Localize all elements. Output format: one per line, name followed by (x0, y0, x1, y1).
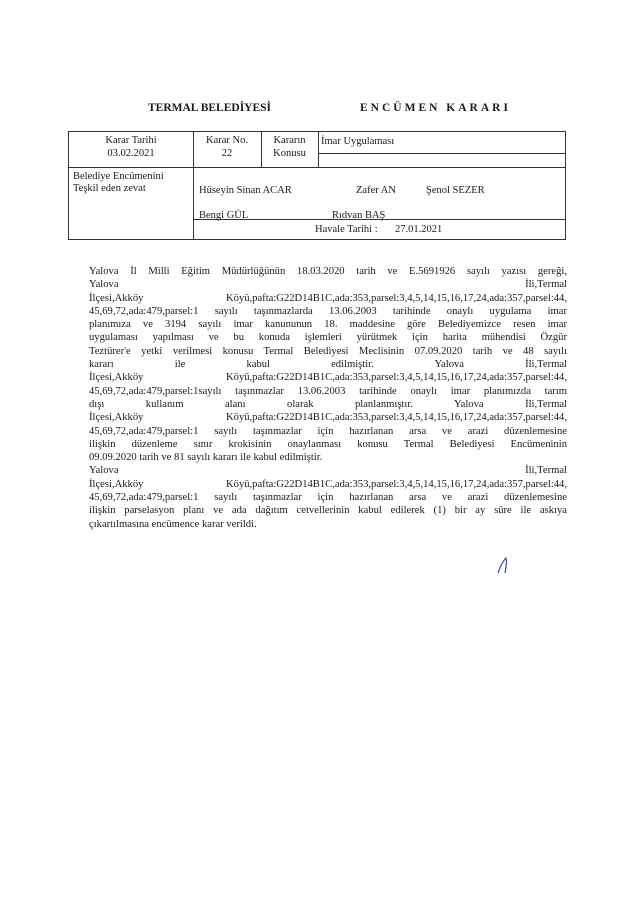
karar-no-value: 22 (221, 148, 233, 159)
body-line: İlçesi,Akköy Köyü,pafta:G22D14B1C,ada:353,parsel:3,4,5,14,15,16,17,24,ada:357,parsel:44, (89, 372, 567, 384)
decision-body (89, 265, 567, 531)
signature-mark (494, 556, 514, 576)
konusu-label: Konusu (273, 148, 306, 159)
body-line: ilişkin parselasyon planı ve ada dağıtım cetvellerinin kabul edilerek (1) bir ay süre ile askıya (89, 505, 567, 517)
body-line: Yalova İli,Termal (89, 465, 567, 477)
member-name: Zafer AN (356, 185, 396, 196)
member-name: Şenol SEZER (426, 185, 485, 196)
body-line: 45,69,72,ada:479,parsel:1 sayılı taşınmazlar için hazırlanan arsa ve arazi düzenlemesine (89, 425, 567, 437)
karar-tarihi-label: Karar Tarihi (105, 135, 157, 146)
encumen-label: Belediye Encümenini (73, 171, 164, 182)
table-divider (69, 167, 565, 168)
member-name: Bengi GÜL (199, 210, 249, 221)
body-line: 45,69,72,ada:479,parsel:1 sayılı taşınmazlar için hazırlanan arsa ve arazi düzenlemesine (89, 492, 567, 504)
table-divider (318, 153, 565, 154)
karar-tarihi-value: 03.02.2021 (107, 148, 155, 159)
body-line: uygulaması yapılması ve bu konuda işlemleri yürütmek için harita mühendisi Özgür (89, 332, 567, 344)
body-line: 45,69,72,ada:479,parsel:1sayılı taşınmazlar 13.06.2003 tarihinde onaylı imar planımızda tarım (89, 385, 567, 397)
body-line: Yalova İl Milli Eğitim Müdürlüğünün 18.03.2020 tarih ve E.5691926 sayılı yazısı gereği, (89, 266, 567, 277)
body-line: planımıza ve 3194 sayılı imar kanununun 18. maddesine göre Belediyemizce resen imar (89, 319, 567, 331)
havale-value: 27.01.2021 (395, 224, 443, 235)
body-line: Yalova İli,Termal (89, 279, 567, 291)
karar-no-label: Karar No. (206, 135, 248, 146)
body-line: İlçesi,Akköy Köyü,pafta:G22D14B1C,ada:353,parsel:3,4,5,14,15,16,17,24,ada:357,parsel:44, (89, 478, 567, 490)
member-name: Hüseyin Sinan ACAR (199, 185, 292, 196)
teskil-label: Teşkil eden zevat (73, 183, 146, 194)
member-name: Rıdvan BAŞ (332, 210, 386, 221)
body-line: dışı kullanım alanı olarak planlanmıştır. Yalova İli,Termal (89, 398, 567, 410)
decision-title: ENCÜMEN KARARI (360, 102, 511, 114)
body-line: kararı ile kabul edilmiştir. Yalova İli,Termal (89, 359, 567, 371)
decision-info-table (68, 131, 566, 240)
body-line: çıkartılmasına encümence karar verildi. (89, 518, 257, 530)
body-line: İlçesi,Akköy Köyü,pafta:G22D14B1C,ada:353,parsel:3,4,5,14,15,16,17,24,ada:357,parsel:44, (89, 292, 567, 304)
body-line: ilişkin düzenleme sınır krokisinin onaylanması konusu Termal Belediyesi Encümeninin (89, 438, 567, 450)
konu-value: İmar Uygulaması (321, 136, 395, 147)
table-divider (318, 132, 319, 167)
municipality-title: TERMAL BELEDİYESİ (148, 102, 272, 114)
body-line: 45,69,72,ada:479,parsel:1 sayılı taşınmazlarda 13.06.2003 tarihinde onaylı uygulama imar (89, 305, 567, 317)
kararin-label: Kararın (273, 135, 306, 146)
body-line: Teztürer'e yetki verilmesi konusu Termal Belediyesi Meclisinin 07.09.2020 tarih ve 48 sayılı (89, 345, 567, 357)
body-line: İlçesi,Akköy Köyü,pafta:G22D14B1C,ada:353,parsel:3,4,5,14,15,16,17,24,ada:357,parsel:44, (89, 412, 567, 424)
havale-label: Havale Tarihi : (315, 224, 378, 235)
body-line: 09.09.2020 tarih ve 81 sayılı kararı ile kabul edilmiştir. (89, 452, 323, 464)
